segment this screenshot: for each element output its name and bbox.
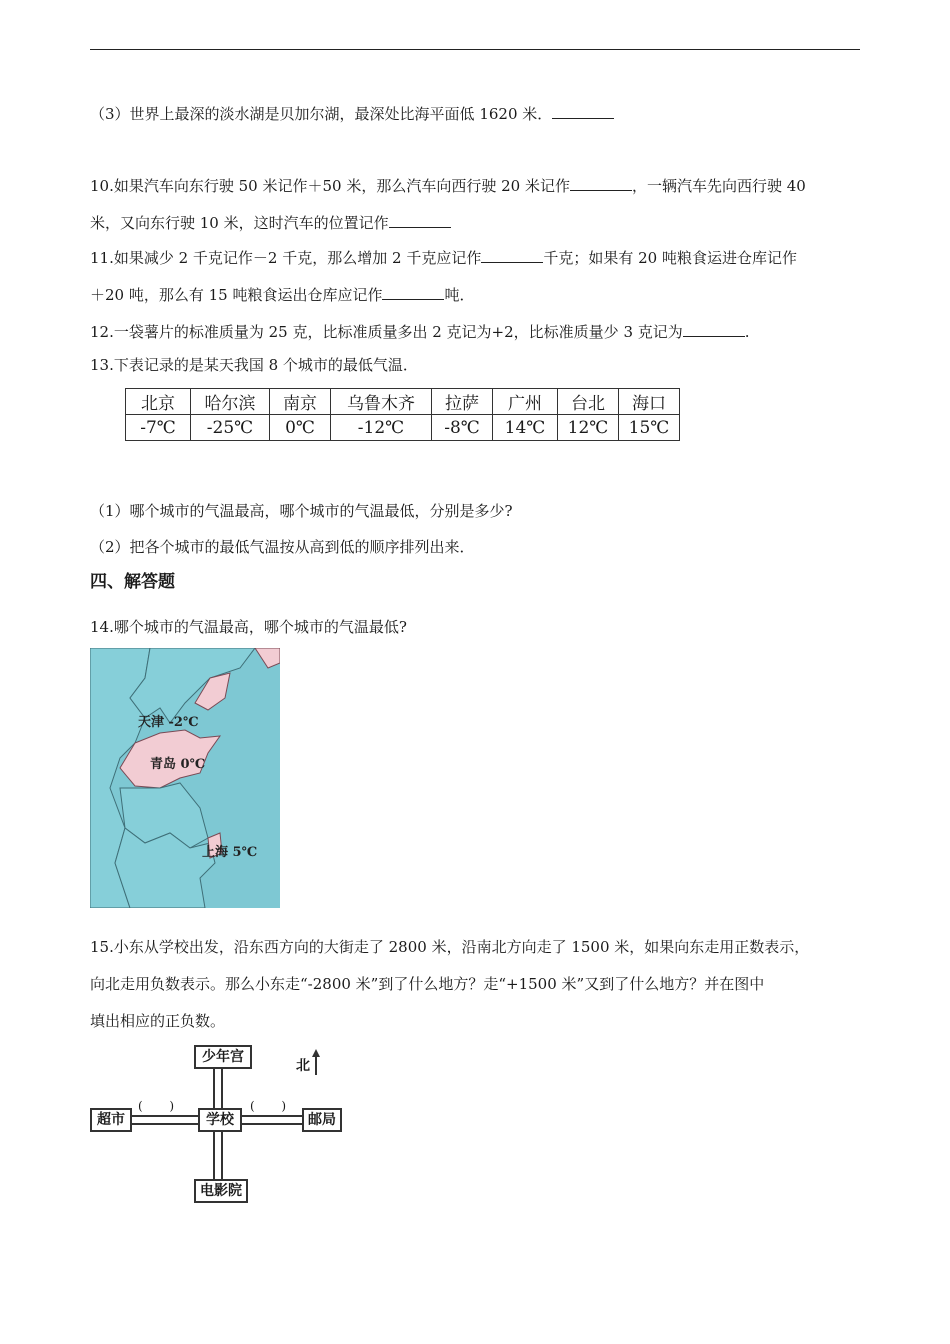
- q15-line3: 填出相应的正负数。: [90, 1012, 226, 1030]
- table-cell: 台北: [558, 389, 619, 415]
- cinema-box: 电影院: [194, 1179, 248, 1203]
- table-cell: 乌鲁木齐: [331, 389, 432, 415]
- q12-text: 12.一袋薯片的标准质量为 25 克，比标准质量多出 2 克记为+2，比标准质量少 3 克记为: [90, 323, 683, 341]
- answer-blank[interactable]: [552, 104, 614, 119]
- answer-blank[interactable]: [570, 176, 632, 191]
- q13-part2: （2）把各个城市的最低气温按从高到低的顺序排列出来．: [90, 538, 475, 556]
- answer-blank[interactable]: [382, 285, 444, 300]
- q10-line2: [90, 213, 451, 233]
- q10-text-c: 米，又向东行驶 10 米，这时汽车的位置记作: [90, 214, 389, 232]
- table-row-cities: [126, 389, 680, 415]
- q11-text-d: 吨．: [444, 286, 475, 304]
- table-cell: -12℃: [331, 415, 432, 441]
- school-box: 学校: [198, 1108, 242, 1132]
- direction-diagram: [90, 1043, 350, 1203]
- q11-text-a: 11.如果减少 2 千克记作－2 千克，那么增加 2 千克应记作: [90, 249, 482, 267]
- answer-paren-west[interactable]: ( ): [138, 1099, 175, 1113]
- temperature-table: [125, 388, 680, 441]
- q10-line1: [90, 176, 806, 196]
- table-row-temps: [126, 415, 680, 441]
- table-cell: -8℃: [432, 415, 493, 441]
- table-cell: -7℃: [126, 415, 191, 441]
- q10-text-a: 10.如果汽车向东行驶 50 米记作＋50 米，那么汽车向西行驶 20 米记作: [90, 177, 570, 195]
- post-office-box: 邮局: [302, 1108, 342, 1132]
- qingdao-label: 青岛 0℃: [150, 757, 206, 772]
- q9-part3-text: （3）世界上最深的淡水湖是贝加尔湖，最深处比海平面低 1620 米．: [90, 105, 553, 123]
- table-cell: 14℃: [493, 415, 558, 441]
- q9-part3: [90, 104, 614, 124]
- q14-text: 14.哪个城市的气温最高，哪个城市的气温最低?: [90, 618, 407, 636]
- table-cell: 南京: [270, 389, 331, 415]
- table-cell: 哈尔滨: [191, 389, 270, 415]
- q12-line: [90, 322, 750, 342]
- answer-paren-east[interactable]: ( ): [250, 1099, 287, 1113]
- table-cell: 0℃: [270, 415, 331, 441]
- q11-line2: [90, 285, 475, 305]
- temperature-map: [90, 648, 280, 908]
- answer-blank[interactable]: [481, 248, 543, 263]
- table-cell: 北京: [126, 389, 191, 415]
- north-label: 北: [296, 1058, 310, 1074]
- table-cell: 拉萨: [432, 389, 493, 415]
- table-cell: 12℃: [558, 415, 619, 441]
- page-top-rule: [90, 49, 860, 50]
- answer-blank[interactable]: [389, 213, 451, 228]
- map-drawing: [90, 648, 280, 908]
- q13-part1: （1）哪个城市的气温最高，哪个城市的气温最低，分别是多少?: [90, 502, 513, 520]
- table-cell: -25℃: [191, 415, 270, 441]
- shanghai-label: 上海 5℃: [202, 845, 258, 860]
- supermarket-box: 超市: [90, 1108, 132, 1132]
- section-heading: 四、解答题: [90, 572, 175, 592]
- answer-blank[interactable]: [683, 322, 745, 337]
- q11-line1: [90, 248, 797, 268]
- q13-intro: 13.下表记录的是某天我国 8 个城市的最低气温．: [90, 356, 418, 374]
- youth-palace-box: 少年宫: [194, 1045, 252, 1069]
- q11-text-c: ＋20 吨，那么有 15 吨粮食运出仓库应记作: [90, 286, 383, 304]
- table-cell: 海口: [619, 389, 680, 415]
- table-cell: 广州: [493, 389, 558, 415]
- north-arrow-head: [312, 1049, 320, 1057]
- q15-line2: 向北走用负数表示。那么小东走“-2800 米”到了什么地方？走“+1500 米”又到了什么地方？并在图中: [90, 975, 765, 993]
- q12-end: .: [744, 323, 750, 341]
- q15-line1: 15.小东从学校出发，沿东西方向的大街走了 2800 米，沿南北方向走了 1500 米，如果向东走用正数表示，: [90, 938, 810, 956]
- table-cell: 15℃: [619, 415, 680, 441]
- q11-text-b: 千克；如果有 20 吨粮食运进仓库记作: [543, 249, 797, 267]
- q10-text-b: ，一辆汽车先向西行驶 40: [631, 177, 806, 195]
- tianjin-label: 天津 -2℃: [138, 715, 199, 730]
